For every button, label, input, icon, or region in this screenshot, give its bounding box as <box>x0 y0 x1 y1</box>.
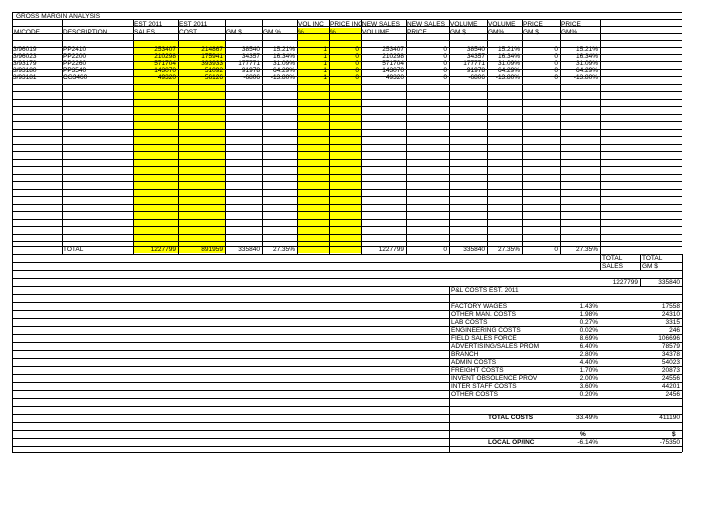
row-volume-gm: 177771 <box>463 60 485 67</box>
grid-line <box>12 12 682 13</box>
row-sales: 143070 <box>154 67 176 74</box>
grid-line <box>12 19 682 20</box>
column-header-top: NEW SALES <box>407 21 445 28</box>
row-ns-price: 0 <box>443 46 447 53</box>
column-header: GM $ <box>450 29 466 36</box>
grid-line <box>12 211 682 212</box>
grid-line <box>12 84 682 85</box>
cost-pct: 2.80% <box>579 351 598 358</box>
cost-pct: 1.43% <box>579 303 598 310</box>
row-price-inc: 0 <box>355 74 359 81</box>
column-header: M/CODE <box>14 29 40 36</box>
grid-line <box>12 166 682 167</box>
row-volume-gm-pct: 64.29% <box>497 67 520 74</box>
row-sales: 49320 <box>157 74 176 81</box>
cost-pct: 0.20% <box>579 391 598 398</box>
cost-value: 2456 <box>665 391 680 398</box>
column-header: GM % <box>263 29 282 36</box>
total-ns-price: 0 <box>443 246 447 253</box>
cost-value: 44201 <box>661 383 680 390</box>
total-box-sales: 1227799 <box>612 279 638 286</box>
cost-label: ADVERTISING/SALES PROM <box>451 343 540 350</box>
cost-label: LAB COSTS <box>451 319 488 326</box>
grid-line <box>12 174 682 175</box>
row-volume-gm-pct: -13.80% <box>495 74 520 81</box>
row-ns-volume: 253407 <box>382 46 404 53</box>
cost-pct: 6.40% <box>579 343 598 350</box>
cost-label: FIELD SALES FORCE <box>451 335 517 342</box>
column-header: % <box>298 29 304 36</box>
row-price-gm-pct: -13.80% <box>573 74 598 81</box>
total-costs-pct: 33.49% <box>575 414 598 421</box>
cost-value: 3315 <box>665 319 680 326</box>
cost-value: 78579 <box>661 343 680 350</box>
grid-line <box>12 204 682 205</box>
column-header-top: VOLUME <box>450 21 478 28</box>
row-price-inc: 0 <box>355 46 359 53</box>
total-box-header: GM $ <box>642 263 658 270</box>
row-vol-inc: 1 <box>323 53 327 60</box>
grid-line <box>12 114 682 115</box>
row-description: PP2260 <box>63 60 87 67</box>
row-gm: 177771 <box>238 60 260 67</box>
sheet-title: GROSS MARGIN ANALYSIS <box>16 13 101 20</box>
column-header: GM $ <box>523 29 539 36</box>
row-mcode: 3/93181 <box>13 74 37 81</box>
grid-line <box>12 241 682 242</box>
row-vol-inc: 1 <box>323 60 327 67</box>
row-gm-pct: 64.29% <box>272 67 295 74</box>
total-price-gm: 0 <box>554 246 558 253</box>
cost-pct: 4.40% <box>579 359 598 366</box>
grid-line <box>12 270 682 271</box>
total-box-header: SALES <box>602 263 623 270</box>
total-cost: 891959 <box>201 246 223 253</box>
cost-value: 24310 <box>661 311 680 318</box>
row-ns-price: 0 <box>443 67 447 74</box>
grid-line <box>12 406 682 407</box>
row-price-gm: 0 <box>554 74 558 81</box>
row-ns-volume: 143070 <box>382 67 404 74</box>
grid-line <box>12 159 682 160</box>
grid-line <box>12 33 682 34</box>
column-header-top: VOL INC <box>298 21 324 28</box>
cost-pct: 8.69% <box>579 335 598 342</box>
row-ns-volume: 49320 <box>385 74 404 81</box>
grid-line <box>12 151 682 152</box>
grid-line <box>12 219 682 220</box>
total-box-header: TOTAL <box>642 255 663 262</box>
column-header: GM% <box>488 29 505 36</box>
grid-line <box>12 196 682 197</box>
row-price-inc: 0 <box>355 53 359 60</box>
column-header: SALES <box>134 29 155 36</box>
row-price-inc: 0 <box>355 60 359 67</box>
row-cost: 214867 <box>201 46 223 53</box>
column-header-top: NEW SALES <box>362 21 400 28</box>
row-description: CG3460 <box>63 74 88 81</box>
local-op-label: LOCAL OP/INC <box>488 439 535 446</box>
row-price-gm-pct: 15.21% <box>575 46 598 53</box>
grid-line <box>12 254 682 255</box>
total-ns-volume: 1227799 <box>378 246 404 253</box>
total-volume-gm-pct: 27.35% <box>497 246 520 253</box>
total-box-gm: 335840 <box>658 279 680 286</box>
grid-line <box>12 262 682 263</box>
grid-line <box>12 452 682 453</box>
column-header: VOLUME <box>362 29 390 36</box>
local-op-pct: -6.14% <box>577 439 598 446</box>
cost-label: ADMIN COSTS <box>451 359 497 366</box>
column-header-top: VOLUME <box>488 21 516 28</box>
cost-value: 34378 <box>661 351 680 358</box>
row-gm: 38540 <box>241 46 260 53</box>
cost-label: BRANCH <box>451 351 479 358</box>
row-ns-price: 0 <box>443 53 447 60</box>
grid-line <box>12 99 682 100</box>
total-costs-value: 411190 <box>659 414 680 421</box>
cost-label: OTHER MAN. COSTS <box>451 311 517 318</box>
row-gm: 34357 <box>241 53 260 60</box>
grid-line <box>449 286 450 452</box>
row-sales: 571704 <box>154 60 176 67</box>
row-price-gm: 0 <box>554 53 558 60</box>
cost-value: 106696 <box>658 335 680 342</box>
grid-line <box>12 234 682 235</box>
spreadsheet-grid <box>12 12 682 452</box>
grid-line <box>12 144 682 145</box>
cost-label: FACTORY WAGES <box>451 303 508 310</box>
total-gm-pct: 27.35% <box>272 246 295 253</box>
total-sales: 1227799 <box>150 246 176 253</box>
cost-value: 17558 <box>661 303 680 310</box>
row-ns-volume: 210298 <box>382 53 404 60</box>
cost-label: INTER STAFF COSTS <box>451 383 517 390</box>
total-volume-gm: 335840 <box>463 246 485 253</box>
row-gm-pct: 16.34% <box>272 53 295 60</box>
row-price-gm-pct: 16.34% <box>575 53 598 60</box>
row-volume-gm: 34357 <box>466 53 485 60</box>
row-gm-pct: 31.09% <box>272 60 295 67</box>
grid-line <box>682 278 683 452</box>
row-mcode: 3/96019 <box>13 46 37 53</box>
grid-line <box>12 121 682 122</box>
row-volume-gm: -6806 <box>468 74 485 81</box>
row-vol-inc: 1 <box>323 46 327 53</box>
grid-line <box>12 136 682 137</box>
row-ns-price: 0 <box>443 60 447 67</box>
row-description: PP3540 <box>63 67 87 74</box>
cost-pct: 2.00% <box>579 375 598 382</box>
column-header-top: PRICE <box>523 21 543 28</box>
row-price-gm: 0 <box>554 67 558 74</box>
row-cost: 51092 <box>204 67 223 74</box>
grid-line <box>12 40 682 41</box>
column-header-top: EST 2011 <box>179 21 208 28</box>
column-header: PRICE <box>407 29 427 36</box>
cost-pct: 0.27% <box>579 319 598 326</box>
row-price-gm-pct: 64.29% <box>575 67 598 74</box>
total-costs-label: TOTAL COSTS <box>488 414 534 421</box>
row-sales: 210298 <box>154 53 176 60</box>
row-volume-gm-pct: 15.21% <box>497 46 520 53</box>
total-price-gm-pct: 27.35% <box>575 246 598 253</box>
row-vol-inc: 1 <box>323 67 327 74</box>
grid-line <box>12 189 682 190</box>
column-header-top: EST 2011 <box>134 21 163 28</box>
row-ns-price: 0 <box>443 74 447 81</box>
row-volume-gm-pct: 31.09% <box>497 60 520 67</box>
row-cost: 393933 <box>201 60 223 67</box>
total-label: TOTAL <box>63 246 84 253</box>
grid-line <box>600 20 601 270</box>
grid-line <box>12 129 682 130</box>
row-volume-gm: 91978 <box>466 67 485 74</box>
pl-title: P&L COSTS EST. 2011 <box>451 287 519 294</box>
row-description: PP2410 <box>63 46 87 53</box>
column-header: GM% <box>561 29 578 36</box>
row-gm-pct: 15.21% <box>272 46 295 53</box>
grid-line <box>12 422 682 423</box>
column-header-top: PRICE INC <box>330 21 363 28</box>
row-mcode: 3/93180 <box>13 67 37 74</box>
cost-pct: 0.02% <box>579 327 598 334</box>
local-value-header: $ <box>672 431 676 438</box>
row-price-gm: 0 <box>554 46 558 53</box>
column-header: DESCRIPTION <box>63 29 108 36</box>
cost-label: OTHER COSTS <box>451 391 498 398</box>
row-cost: 56126 <box>204 74 223 81</box>
row-gm-pct: -13.80% <box>270 74 295 81</box>
row-mcode: 3/93179 <box>13 60 37 67</box>
row-description: PP2200 <box>63 53 87 60</box>
cost-label: FREIGHT COSTS <box>451 367 504 374</box>
row-price-inc: 0 <box>355 67 359 74</box>
grid-line <box>12 91 682 92</box>
column-header: % <box>330 29 336 36</box>
grid-line <box>12 181 682 182</box>
cost-value: 20873 <box>661 367 680 374</box>
row-price-gm-pct: 31.09% <box>575 60 598 67</box>
column-header: GM $ <box>226 29 242 36</box>
cost-value: 54023 <box>661 359 680 366</box>
cost-value: 246 <box>669 327 680 334</box>
cost-value: 24556 <box>661 375 680 382</box>
row-mcode: 3/96023 <box>13 53 37 60</box>
grid-line <box>12 226 682 227</box>
cost-label: ENGINEERING COSTS <box>451 327 521 334</box>
row-vol-inc: 1 <box>323 74 327 81</box>
grid-line <box>12 106 682 107</box>
row-gm: -6806 <box>243 74 260 81</box>
row-volume-gm: 38540 <box>466 46 485 53</box>
column-header: COST <box>179 29 198 36</box>
cost-pct: 1.98% <box>579 311 598 318</box>
local-op-value: -75350 <box>659 439 680 446</box>
row-gm: 91978 <box>241 67 260 74</box>
column-header-top: PRICE <box>561 21 581 28</box>
row-sales: 253407 <box>154 46 176 53</box>
row-cost: 175941 <box>201 53 223 60</box>
row-ns-volume: 571704 <box>382 60 404 67</box>
cost-label: INVENT OBSOLENCE PROV <box>451 375 538 382</box>
row-price-gm: 0 <box>554 60 558 67</box>
cost-pct: 1.70% <box>579 367 598 374</box>
local-pct-header: % <box>580 431 586 438</box>
grid-line <box>12 294 682 295</box>
row-volume-gm-pct: 16.34% <box>497 53 520 60</box>
total-box-header: TOTAL <box>602 255 623 262</box>
cost-pct: 3.60% <box>579 383 598 390</box>
total-gm: 335840 <box>238 246 260 253</box>
